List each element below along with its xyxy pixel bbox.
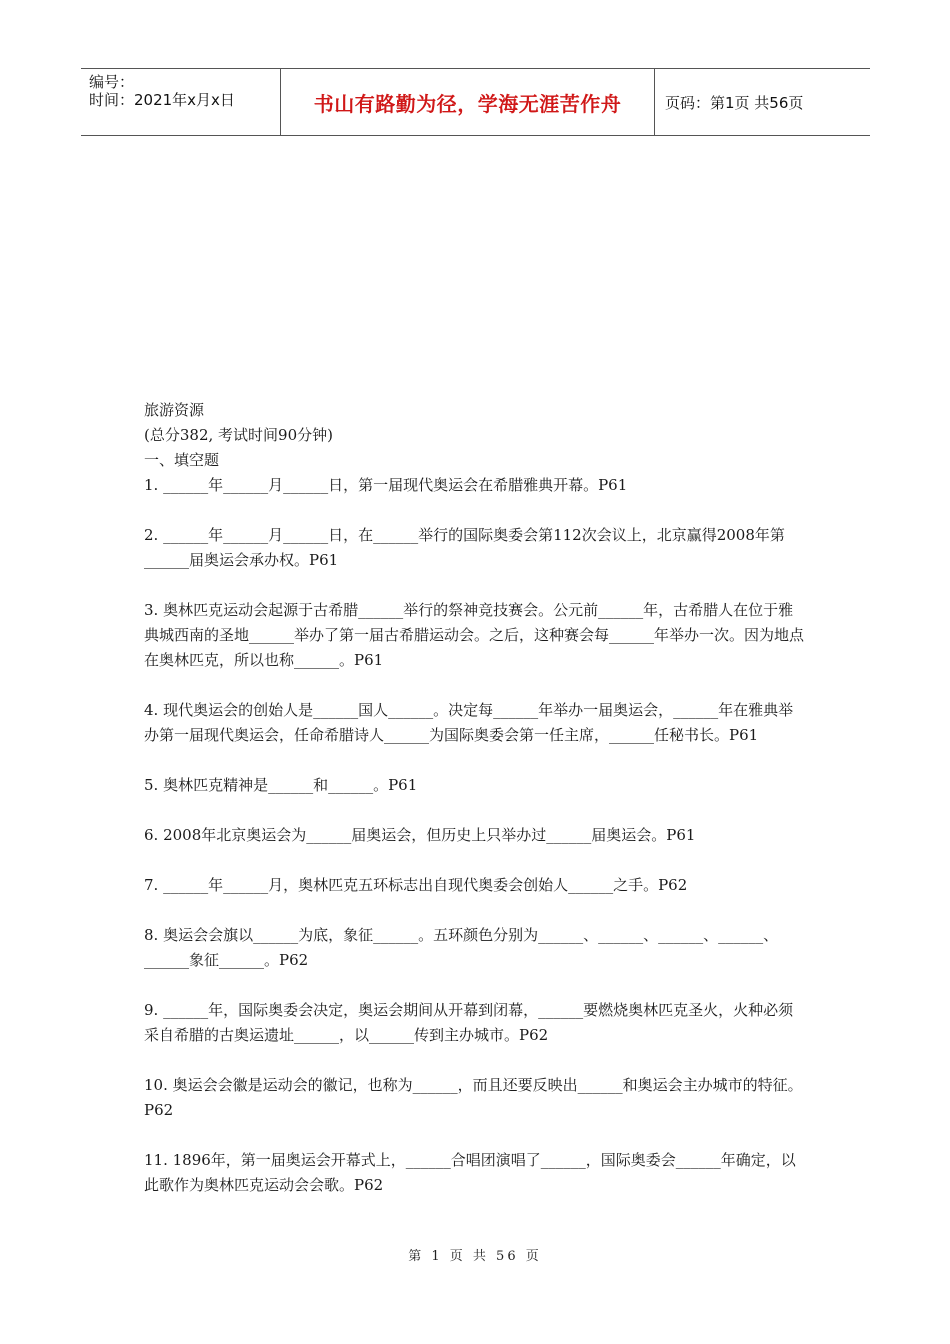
question-5: 5. 奥林匹克精神是______和______。P61 [144,776,418,794]
question-10: 10. 奥运会会徽是运动会的徽记，也称为______，而且还要反映出______和奥运会主办城市的特征。P62 [144,1076,803,1119]
section-heading: 一、填空题 [144,451,220,469]
page-footer [0,1245,950,1264]
header-page-cell [655,69,870,135]
question-3: 3. 奥林匹克运动会起源于古希腊______举行的祭神竞技赛会。公元前______年，古希腊人在位于雅典城西南的圣地______举办了第一届古希腊运动会。之后，这种赛会每______年举办一次。因为地点在奥林匹克，所以也称______。P61 [144,601,805,669]
document-header [81,68,870,136]
header-page-info: 页码：第1页 共56页 [665,93,804,112]
footer-page-number: 第 1 页 共 56 页 [408,1249,542,1264]
document-subtitle: (总分382, 考试时间90分钟) [144,426,333,444]
question-4: 4. 现代奥运会的创始人是______国人______。决定每______年举办一届奥运会，______年在雅典举办第一届现代奥运会，任命希腊诗人______为国际奥委会第一任主席，______任秘书长。P61 [144,701,794,744]
document-body [144,398,808,1223]
question-1: 1. ______年______月______日，第一届现代奥运会在希腊雅典开幕。P61 [144,476,628,494]
question-9: 9. ______年，国际奥委会决定，奥运会期间从开幕到闭幕，______要燃烧奥林匹克圣火，火种必须采自希腊的古奥运遗址______，以______传到主办城市。P62 [144,1001,794,1044]
question-7: 7. ______年______月，奥林匹克五环标志出自现代奥委会创始人______之手。P62 [144,876,688,894]
document-date: 时间：2021年x月x日 [89,91,235,109]
document-number-label: 编号： [89,73,135,91]
document-title: 旅游资源 [144,401,205,419]
question-6: 6. 2008年北京奥运会为______届奥运会，但历史上只举办过______届奥运会。P61 [144,826,696,844]
header-meta-cell [81,69,281,135]
header-motto: 书山有路勤为径，学海无涯苦作舟 [313,91,622,116]
question-8: 8. 奥运会会旗以______为底，象征______。五环颜色分别为______、______、______、______、______象征______。P62 [144,926,779,969]
header-motto-cell [281,69,655,135]
question-2: 2. ______年______月______日，在______举行的国际奥委会第112次会议上，北京赢得2008年第______届奥运会承办权。P61 [144,526,785,569]
question-11: 11. 1896年，第一届奥运会开幕式上，______合唱团演唱了______，国际奥委会______年确定，以此歌作为奥林匹克运动会会歌。P62 [144,1151,796,1194]
